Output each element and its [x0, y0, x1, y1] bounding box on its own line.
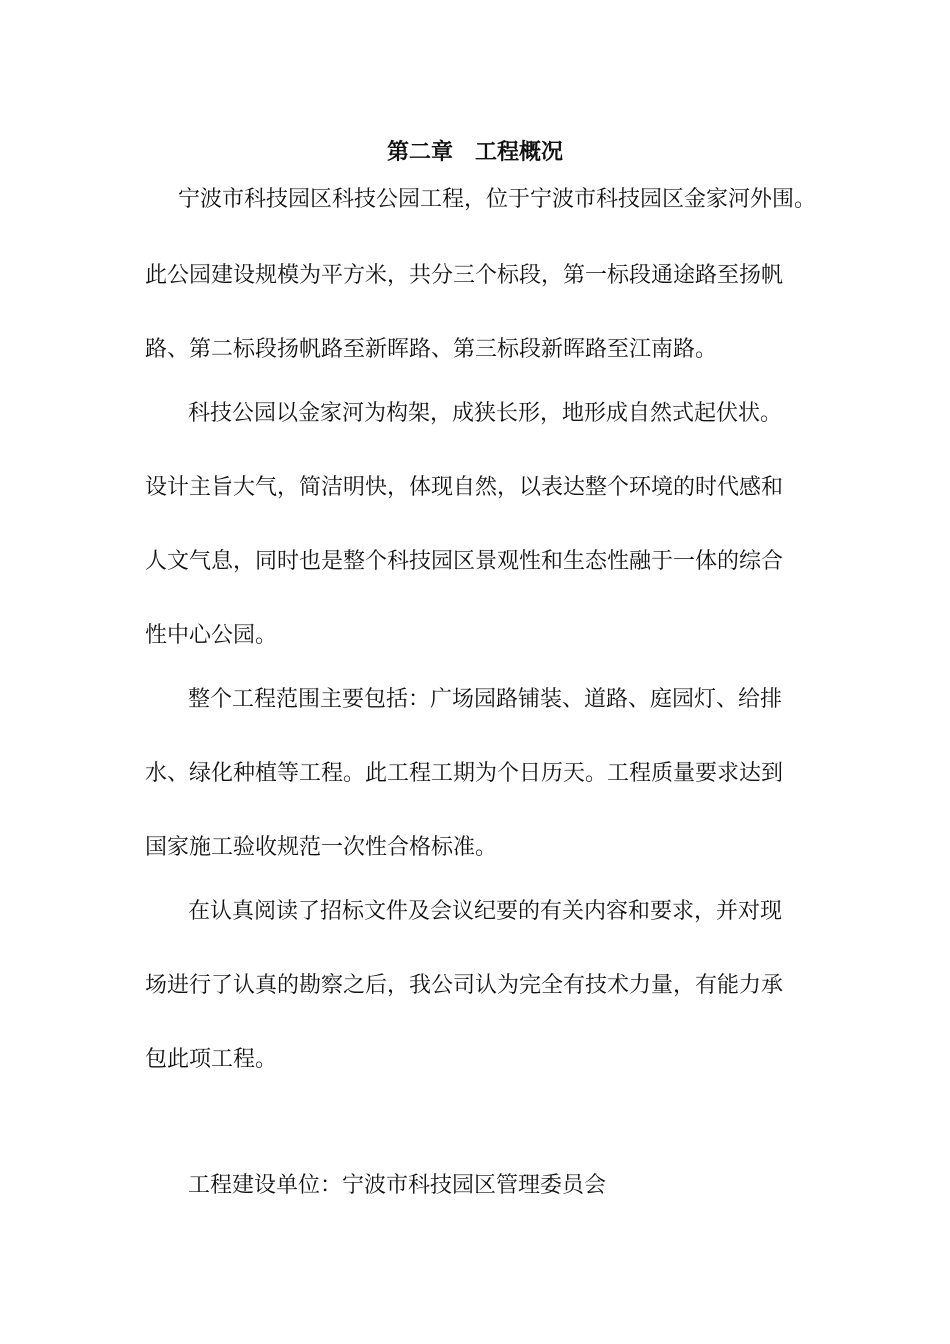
paragraph-line: 场进行了认真的勘察之后，我公司认为完全有技术力量，有能力承	[145, 973, 784, 998]
paragraph-line: 整个工程范围主要包括：广场园路铺装、道路、庭园灯、给排	[188, 687, 783, 712]
paragraph-line: 科技公园以金家河为构架，成狭长形，地形成自然式起伏状。	[188, 401, 783, 426]
paragraph-line: 人文气息，同时也是整个科技园区景观性和生态性融于一体的综合	[145, 549, 784, 574]
paragraph-line: 国家施工验收规范一次性合格标准。	[145, 835, 498, 860]
construction-unit-line: 工程建设单位：宁波市科技园区管理委员会	[188, 1173, 607, 1198]
paragraph-line: 水、绿化种植等工程。此工程工期为个日历天。工程质量要求达到	[145, 761, 784, 786]
chapter-title: 第二章 工程概况	[386, 139, 563, 165]
paragraph-line: 此公园建设规模为平方米，共分三个标段，第一标段通途路至扬帆	[145, 263, 784, 288]
paragraph-line: 包此项工程。	[145, 1047, 278, 1072]
paragraph-line: 性中心公园。	[145, 623, 278, 648]
paragraph-line: 宁波市科技园区科技公园工程，位于宁波市科技园区金家河外围。	[178, 187, 817, 212]
paragraph-line: 路、第二标段扬帆路至新晖路、第三标段新晖路至江南路。	[145, 337, 718, 362]
paragraph-line: 在认真阅读了招标文件及会议纪要的有关内容和要求，并对现	[188, 899, 783, 924]
paragraph-line: 设计主旨大气，简洁明快，体现自然，以表达整个环境的时代感和	[145, 475, 784, 500]
